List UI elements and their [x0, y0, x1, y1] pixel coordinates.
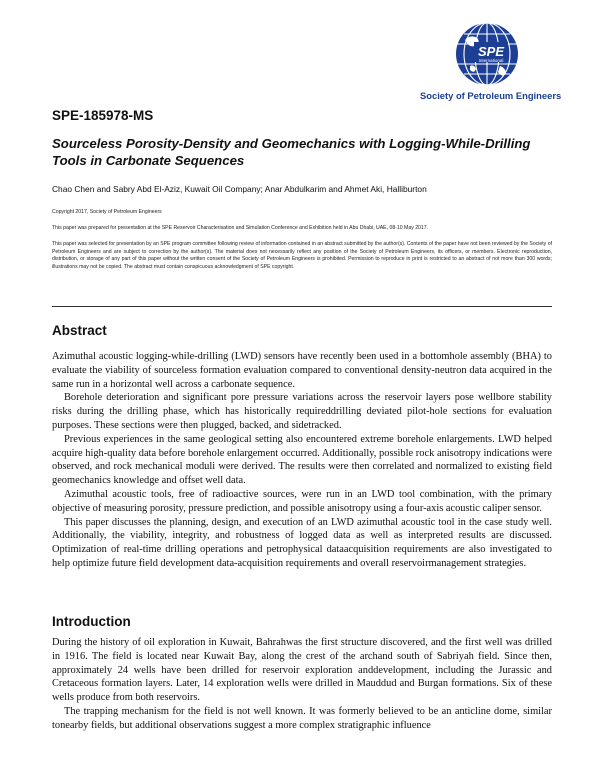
logo-mark-text: SPE	[477, 44, 505, 59]
copyright-notice: Copyright 2017, Society of Petroleum Engineers	[52, 209, 162, 215]
review-disclaimer: This paper was selected for presentation by an SPE program committee following review of information contained in an abstract submitted by the author(s). Contents of the paper have not been reviewed by the Society of Petroleum Engineers and are subject to correction by the author(s). The material does not necessarily reflect any position of the Society of Petroleum Engineers, its officers, or members. Electronic reproduction, distribution, or storage of any part of this paper without the written consent of the Society of Petroleum Engineers is prohibited. Permission to reproduce in print is restricted to an abstract of not more than 300 words; illustrations may not be copied. The abstract must contain conspicuous acknowledgment of SPE copyright.	[52, 241, 552, 270]
abstract-body	[52, 350, 552, 571]
logo-mark-subtext: International	[478, 58, 504, 63]
section-divider	[52, 306, 552, 307]
abstract-heading: Abstract	[52, 323, 107, 338]
paper-authors: Chao Chen and Sabry Abd El-Aziz, Kuwait Oil Company; Anar Abdulkarim and Ahmet Aki, Halliburton	[52, 184, 427, 194]
paper-title: Sourceless Porosity-Density and Geomechanics with Logging-While-Drilling Tools in Carbonate Sequences	[52, 136, 531, 168]
introduction-heading: Introduction	[52, 614, 131, 629]
abstract-paragraph: Borehole deterioration and significant pore pressure variations across the reservoir layers pose wellbore stability risks during the drilling phase, which has historically requireddrilling deviated pilot-hole sections for evaluation purposes. These sections were then plugged, backed, and sidetracked.	[52, 392, 552, 431]
spe-logo	[420, 20, 562, 102]
abstract-paragraph: Azimuthal acoustic logging-while-drilling (LWD) sensors have recently been used in a bottomhole assembly (BHA) to evaluate the viability of sourceless formation evaluation compared to conventional density-neutron data acquired in the same run in a horizontal well across a carbonate sequence.	[52, 351, 552, 390]
introduction-body	[52, 636, 552, 733]
introduction-paragraph: The trapping mechanism for the field is not well known. It was formerly believed to be an anticline dome, similar tonearby fields, but additional observations suggest a more complex stratigraphic influence	[52, 705, 552, 731]
abstract-paragraph: Previous experiences in the same geological setting also encountered extreme borehole enlargements. LWD helped acquire high-quality data before borehole enlargement occurred. Additionally, possible rock anisotropy indications were observed, and rock mechanical moduli were derived. The results were then correlated and normalized to existing field geomechanics knowledge and offset well data.	[52, 433, 552, 487]
presentation-notice: This paper was prepared for presentation at the SPE Reservoir Characterisation and Simulation Conference and Exhibition held in Abu Dhabi, UAE, 08-10 May 2017.	[52, 225, 429, 231]
abstract-paragraph: This paper discusses the planning, design, and execution of an LWD azimuthal acoustic tool in the case study well. Additionally, the viability, integrity, and robustness of logged data as well as interpreted results are discussed. Optimization of real-time drilling operations and petrophysical dataacquisition requirements are also investigated to help optimize future field development data-acquisition requirements and overall reservoirmanagement strategies.	[52, 516, 552, 569]
abstract-paragraph: Azimuthal acoustic tools, free of radioactive sources, were run in an LWD tool combination, with the primary objective of measuring porosity, pressure prediction, and possible anisotropy using a four-axis acoustic caliper sensor.	[52, 488, 552, 514]
introduction-paragraph: During the history of oil exploration in Kuwait, Bahrahwas the first structure discovered, and the first well was drilled in 1916. The field is located near Kuwait Bay, along the crest of the archand south of Sabriyah field. Since then, approximately 24 wells have been drilled for reservoir exploration anddevelopment, including the Jurassic and Cretaceous formation layers. Later, 14 exploration wells were drilled in Mauddud and Burgan formations. Six of these wells produce from both reservoirs.	[52, 637, 552, 704]
spe-globe-logo-icon	[420, 20, 555, 90]
paper-id: SPE-185978-MS	[52, 108, 154, 123]
logo-caption: Society of Petroleum Engineers	[420, 90, 562, 101]
